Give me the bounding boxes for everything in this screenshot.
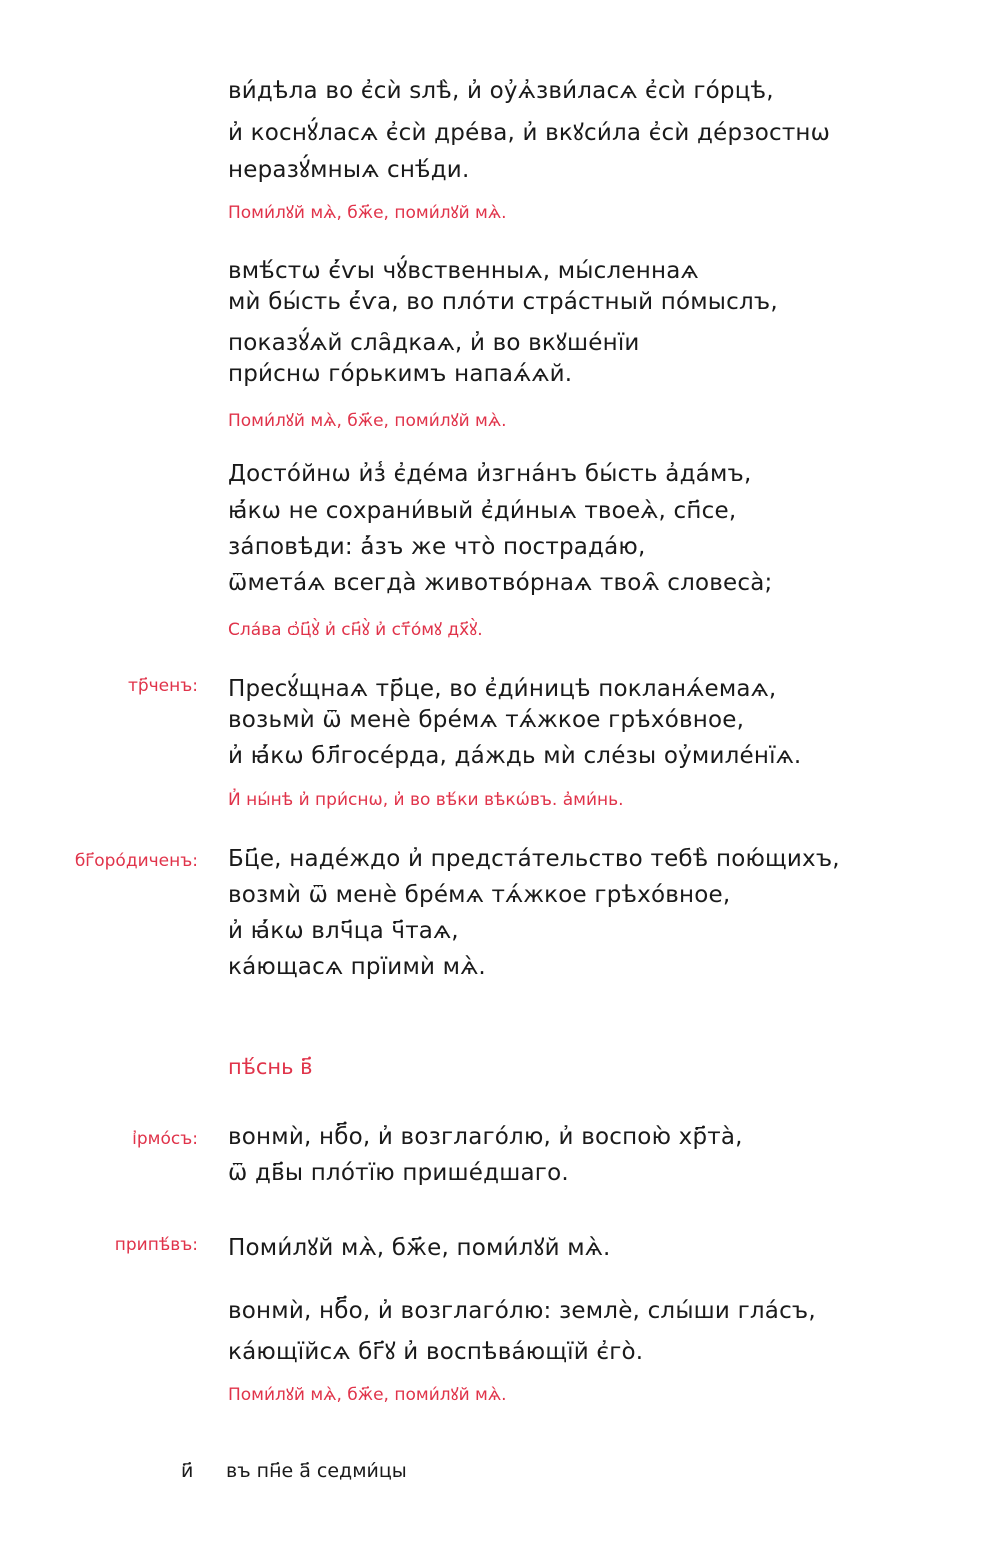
- troichen-line-2: возьмѝ ѿ менѐ бре́мѧ тѧ́жкое грѣхо́вное,: [228, 707, 745, 733]
- ode-heading: пѣ́снь в҃: [228, 1055, 313, 1079]
- stanza3-line-3: за́повѣди: а҆́зъ же что̀ пострада́ю,: [228, 534, 646, 560]
- irmos-label: і҆рмо́съ:: [132, 1129, 198, 1149]
- page-number: и҃: [181, 1460, 194, 1482]
- irmos-line-2: ѿ дв҃ы пло́тїю прише́дшаго.: [228, 1160, 569, 1186]
- stanza2-line-1: вмѣ́стѡ є҆́ѵы чꙋ́вственныѧ, мы́сленнаѧ: [228, 258, 699, 284]
- stanza4-line-2: ка́ющїйсѧ бг҃ꙋ и҆ воспѣва́ющїй є҆го̀.: [228, 1339, 644, 1365]
- slava-refrain: Сла́ва ѻ҆ц҃ꙋ̀ и҆ сн҃ꙋ̀ и҆ ст҃о́мꙋ дх҃ꙋ̀.: [228, 620, 483, 640]
- bogorodichen-label: бг҃оро́диченъ:: [74, 851, 198, 871]
- bogorodichen-line-3: и҆ ꙗ҆́кѡ влч҃ца ч҃таѧ,: [228, 918, 459, 944]
- troichen-label: тр҃ченъ:: [127, 676, 198, 696]
- refrain-1: Поми́лꙋй мѧ̀, бж҃е, поми́лꙋй мѧ̀.: [228, 203, 507, 223]
- nyne-refrain: И҆ ны́нѣ и҆ при́снѡ, и҆ во вѣ́ки вѣкѡ́въ. а҆ми́нь.: [228, 790, 624, 810]
- troichen-line-3: и҆ ꙗ҆́кѡ бл҃госе́рда, да́ждь мѝ сле́зы оу҆миле́нїѧ.: [228, 743, 802, 769]
- running-title: въ пн҃е а҃ седми́цы: [226, 1460, 407, 1482]
- stanza2-line-3: показꙋ́ѧй сла̑дкаѧ, и҆ во вкꙋше́нїи: [228, 330, 640, 356]
- pripev-label: припѣ́въ:: [114, 1235, 198, 1255]
- troichen-line-1: Пресꙋ́щнаѧ тр҃це, во є҆ди́ницѣ покланѧ́емаѧ,: [228, 676, 777, 702]
- stanza1-line-1: ви́дѣла во є҆сѝ ѕлѣ̀, и҆ оу҆ѧ҆зви́ласѧ є҆сѝ го́рцѣ,: [228, 78, 774, 104]
- stanza1-line-2: и҆ коснꙋ́ласѧ є҆сѝ дре́ва, и҆ вкꙋси́ла є҆сѝ де́рзостнѡ: [228, 120, 831, 146]
- bogorodichen-line-2: возмѝ ѿ менѐ бре́мѧ тѧ́жкое грѣхо́вное,: [228, 882, 731, 908]
- bogorodichen-line-4: ка́ющасѧ прїимѝ мѧ̀.: [228, 954, 486, 980]
- refrain-2: Поми́лꙋй мѧ̀, бж҃е, поми́лꙋй мѧ̀.: [228, 411, 507, 431]
- stanza3-line-4: ѿмета́ѧ всегда̀ животво́рнаѧ твоѧ̑ словеса̀;: [228, 570, 773, 596]
- stanza4-line-1: вонмѝ, нб҃о, и҆ возглаго́лю: землѐ, слы́ши гла́съ,: [228, 1298, 816, 1324]
- stanza3-line-2: ꙗ҆́кѡ не сохрани́вый є҆ди́ныѧ твоеѧ̀, сп҃се,: [228, 498, 737, 524]
- stanza3-line-1: Досто́йнѡ и҆з̾ є҆де́ма и҆згна́нъ бы́сть а҆да́мъ,: [228, 461, 752, 487]
- refrain-3: Поми́лꙋй мѧ̀, бж҃е, поми́лꙋй мѧ̀.: [228, 1385, 507, 1405]
- pripev-text: Поми́лꙋй мѧ̀, бж҃е, поми́лꙋй мѧ̀.: [228, 1235, 611, 1261]
- stanza2-line-4: при́снѡ го́рькимъ напаѧ́ѧй.: [228, 361, 573, 387]
- stanza1-line-3: неразꙋ́мныѧ снѣ́ди.: [228, 157, 470, 183]
- stanza2-line-2: мѝ бы́сть є҆́ѵа, во пло́ти стра́стный по́мыслъ,: [228, 289, 778, 315]
- bogorodichen-line-1: Бц҃е, наде́ждо и҆ предста́тельство тебѣ̀ пою́щихъ,: [228, 846, 840, 872]
- irmos-line-1: вонмѝ, нб҃о, и҆ возглаго́лю, и҆ воспою̀ хр҃та̀,: [228, 1124, 743, 1150]
